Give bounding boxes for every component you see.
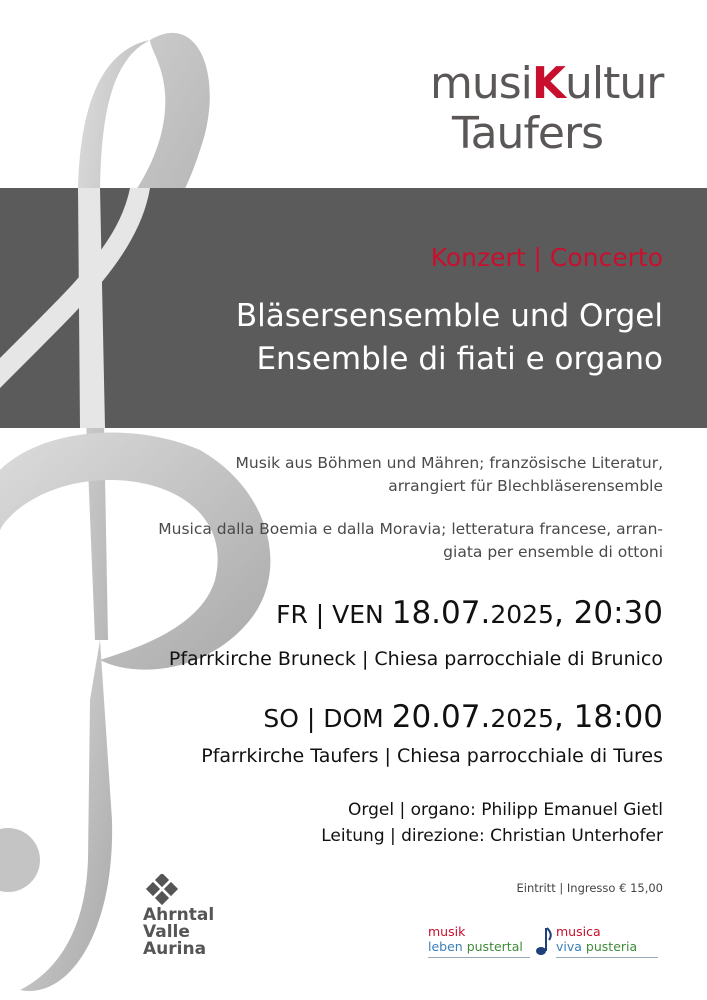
diamond-icon [143,874,183,906]
credits [321,797,663,849]
description-italian: Musica dalla Boemia e dalla Moravia; letteratura francese, arran- giata per ensemble di ottoni [158,520,663,561]
organist-credit: Orgel | organo: Philipp Emanuel Gietl [348,800,663,820]
title-italian: Ensemble di fiati e organo [256,341,663,377]
event-date-1: FR | VEN 18.07.2025, 20:30 [276,595,663,631]
music-note-icon [536,926,552,956]
partner-logos: musik leben pustertal musica viva pusteria [428,924,668,964]
description-german: Musik aus Böhmen und Mähren; französische Literatur, arrangiert für Blechbläserensemble [235,454,663,495]
concert-title [236,295,663,381]
event-venue-1: Pfarrkirche Bruneck | Chiesa parrocchiale di Brunico [168,648,663,670]
clef-band-overlay [0,188,200,428]
musikultur-taufers-logo: musiKultur Taufers [430,58,664,159]
conductor-credit: Leitung | direzione: Christian Unterhofer [321,826,663,846]
concert-kicker: Konzert | Concerto [430,243,663,272]
ticket-price: Eintritt | Ingresso € 15,00 [516,881,663,895]
ahrntal-logo: Ahrntal Valle Aurina [143,874,253,964]
event-venue-2: Pfarrkirche Taufers | Chiesa parrocchiale di Tures [201,745,663,767]
title-german: Bläsersensemble und Orgel [235,298,663,334]
event-date-2: SO | DOM 20.07.2025, 18:00 [263,699,663,735]
